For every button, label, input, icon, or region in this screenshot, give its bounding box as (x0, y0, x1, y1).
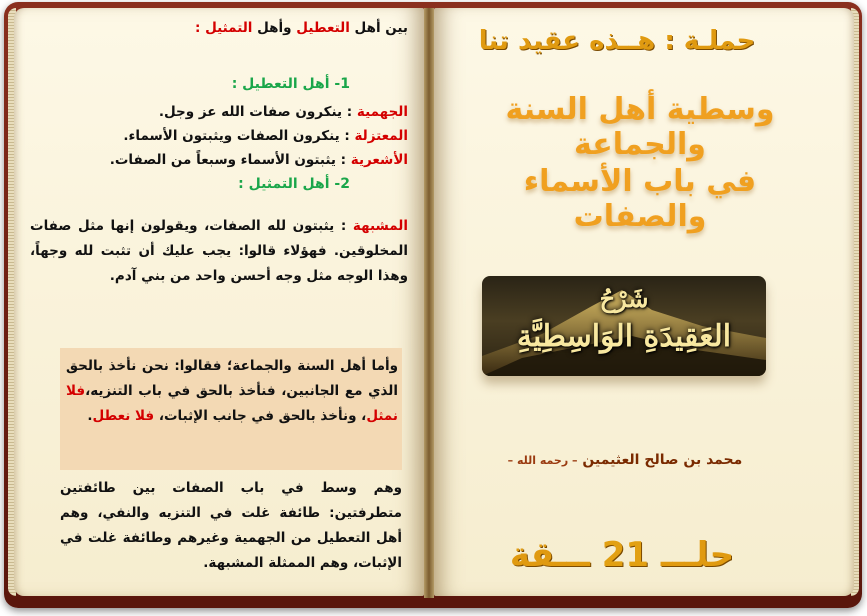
author-name: محمد بن صالح العثيمين (582, 452, 743, 468)
item-jahmiyya (30, 100, 408, 124)
intro-mid: وأهل (252, 20, 297, 36)
closing-paragraph: وهم وسط في باب الصفات بين طائفتين متطرفتين: طائفة غلت في التنزيه والنفي، وهم أهل التعطيل من الجهمية وغيرهم وطائفة غلت في الإثبات، وهم الممثلة المشبهة. (60, 480, 402, 571)
author-suffix: – رحمه الله – (507, 454, 578, 467)
book-banner-image (482, 276, 766, 376)
term-jahmiyya: الجهمية (356, 104, 408, 120)
lesson-suffix: ـــقة (509, 535, 590, 575)
term-mutazila: المعتزلة (354, 128, 408, 144)
campaign-title: حملـة : هــذه عقيد تنا (478, 26, 756, 56)
ashariyya-text: : يثبتون الأسماء وسبعاً من الصفات. (109, 152, 351, 168)
item-mutazila (30, 124, 408, 148)
main-title-line1: وسطية أهل السنة والجماعة (505, 92, 775, 162)
main-title-line2: في باب الأسماء والصفات (523, 164, 757, 234)
ahl-sunnah-paragraph (66, 354, 398, 429)
mushabbiha-paragraph (30, 214, 408, 289)
jahmiyya-text: : ينكرون صفات الله عز وجل. (158, 104, 357, 120)
term-ashariyya: الأشعرية (350, 152, 408, 168)
banner-text (482, 282, 766, 358)
highlight-mid: ، ونأخذ بالحق في جانب الإثبات، (154, 408, 367, 424)
item-ashariyya (30, 148, 408, 172)
intro-suffix: : (194, 20, 206, 36)
book-spine (424, 8, 434, 598)
section2-heading: 2- أهل التمثيل : (238, 176, 350, 192)
highlight-end: . (87, 408, 93, 424)
term-mushabbiha: المشبهة (352, 218, 408, 234)
la-numaththil: فلا نمثل (66, 383, 398, 424)
intro-line (30, 16, 408, 40)
mushabbiha-text: : يثبتون لله الصفات، ويقولون إنها مثل صفات المخلوقين. فهؤلاء قالوا: يجب عليك أن تثبت لله وجهاً، وهذا الوجه مثل وجه أحسن واحد من بني آدم. (30, 218, 408, 284)
la-nuattil: فلا نعطل (92, 408, 155, 424)
author-line (480, 452, 770, 468)
lesson-number-line (472, 535, 772, 575)
lesson-prefix: حلـــ (660, 535, 735, 575)
mutazila-text: : ينكرون الصفات ويثبتون الأسماء. (123, 128, 355, 144)
lesson-number: 21 (601, 535, 650, 575)
intro-prefix: بين أهل (349, 20, 408, 36)
section1-heading: 1- أهل التعطيل : (231, 76, 350, 92)
term-ta3til: التعطيل (296, 20, 350, 36)
banner-line2: العَقِيدَةِ الوَاسِطِيَّةِ (516, 319, 732, 354)
banner-line1: شَرْحُ (599, 284, 649, 313)
term-tamthil: التمثيل (205, 20, 253, 36)
highlight-text: وأما أهل السنة والجماعة؛ فقالوا: نحن نأخذ بالحق الذي مع الجانبين، فنأخذ بالحق في باب التنزيه، (66, 358, 398, 399)
